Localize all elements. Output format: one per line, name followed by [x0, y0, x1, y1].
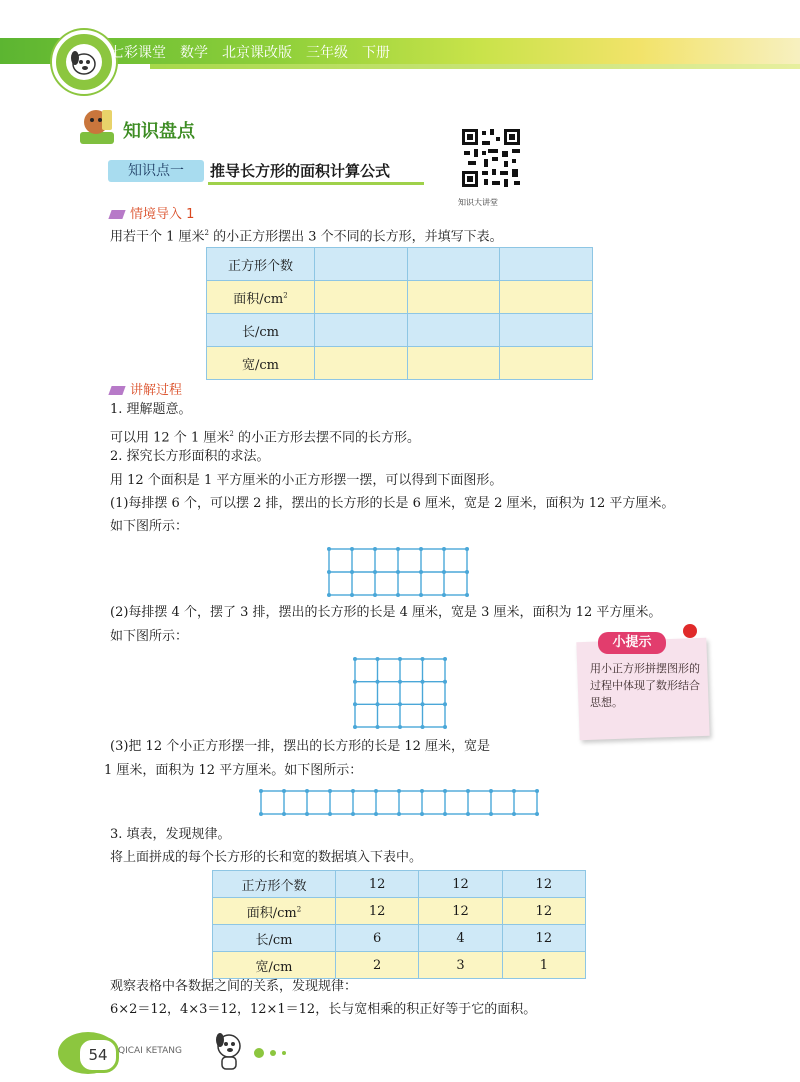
- explain-heading: [110, 379, 182, 398]
- cell-sup: 2: [283, 291, 288, 300]
- table-row: [207, 248, 593, 281]
- table-cell-blank[interactable]: [315, 314, 408, 347]
- explain-line: 6×2＝12，4×3＝12，12×1＝12，长与宽相乘的积正好等于它的面积。: [110, 1002, 537, 1017]
- table-cell-label: 长/cm: [213, 925, 336, 952]
- knowledge-point-label: 知识点一: [108, 160, 204, 182]
- footer-brand: QICAI KETANG: [118, 1046, 182, 1056]
- table-cell-blank[interactable]: [407, 314, 500, 347]
- l2-post: 的小正方形去摆不同的长方形。: [233, 430, 420, 446]
- footer-dot: [282, 1051, 286, 1055]
- book-tag-icon: [108, 210, 125, 219]
- table-cell-blank[interactable]: [500, 281, 593, 314]
- mascot-icon: [66, 44, 102, 80]
- table-cell-blank[interactable]: [315, 248, 408, 281]
- header-stripe: [150, 64, 800, 69]
- explain-heading-text: 讲解过程: [130, 383, 183, 398]
- table-cell: 2: [336, 952, 419, 979]
- explain-line: 3. 填表，发现规律。: [110, 827, 231, 842]
- explain-line: 2. 探究长方形面积的求法。: [110, 449, 270, 464]
- table-cell-blank[interactable]: [407, 281, 500, 314]
- grid-12x1: [258, 788, 540, 818]
- explain-line: 将上面拼成的每个长方形的长和宽的数据填入下表中。: [110, 850, 423, 865]
- footer-dot: [254, 1048, 264, 1058]
- explain-line: 用 12 个面积是 1 平方厘米的小正方形摆一摆，可以得到下面图形。: [110, 473, 503, 488]
- table-cell-label: 正方形个数: [213, 871, 336, 898]
- table-row: [213, 898, 586, 925]
- cell-text: 面积/cm: [246, 905, 297, 921]
- table-row: [213, 925, 586, 952]
- table-cell-blank[interactable]: [407, 248, 500, 281]
- explain-line: 1. 理解题意。: [110, 402, 192, 417]
- table-row: [207, 347, 593, 380]
- l2-pre: 可以用 12 个 1 厘米: [110, 430, 230, 446]
- explain-line: (3)把 12 个小正方形摆一排，摆出的长方形的长是 12 厘米，宽是: [110, 739, 491, 754]
- table-filled: [212, 870, 586, 979]
- table-cell: 6: [336, 925, 419, 952]
- table-cell-blank[interactable]: [500, 248, 593, 281]
- table-cell: 12: [336, 871, 419, 898]
- grid-4x3: [352, 656, 448, 730]
- table-cell-label: 长/cm: [207, 314, 315, 347]
- tip-text: 用小正方形拼摆图形的过程中体现了数形结合思想。: [590, 662, 700, 709]
- cell-sup: 2: [296, 905, 302, 914]
- table-cell-blank[interactable]: [315, 347, 408, 380]
- table-cell-blank[interactable]: [315, 281, 408, 314]
- explain-line: [110, 425, 420, 447]
- explain-line: 如下图所示：: [110, 629, 189, 644]
- table-row: [213, 952, 586, 979]
- page-number: 54: [77, 1037, 119, 1073]
- table-cell-blank[interactable]: [407, 347, 500, 380]
- scenario-prompt: [110, 224, 503, 246]
- scenario-heading: [110, 203, 194, 222]
- table-cell-label: 正方形个数: [207, 248, 315, 281]
- knowledge-point-title: 推导长方形的面积计算公式: [208, 160, 424, 185]
- explain-line: 观察表格中各数据之间的关系，发现规律：: [110, 979, 358, 994]
- table-row: [213, 871, 586, 898]
- explain-line: (1)每排摆 6 个，可以摆 2 排，摆出的长方形的长是 6 厘米，宽是 2 厘米，面积为 12 平方厘米。: [110, 496, 675, 511]
- table-cell-label: 宽/cm: [207, 347, 315, 380]
- table-cell-blank[interactable]: [500, 347, 593, 380]
- header-title: 七彩课堂 数学 北京课改版 三年级 下册: [110, 45, 390, 61]
- table-cell-label: [207, 281, 315, 314]
- tip-title: 小提示: [598, 632, 666, 654]
- pushpin-icon: [683, 624, 697, 638]
- scenario-heading-text: 情境导入 1: [130, 207, 195, 222]
- table-blank: [206, 247, 593, 380]
- cell-text: 面积/cm: [233, 291, 284, 307]
- explain-line: 1 厘米，面积为 12 平方厘米。如下图所示：: [104, 763, 363, 778]
- table-cell: 12: [502, 898, 585, 925]
- table-cell: 1: [502, 952, 585, 979]
- explain-line: 如下图所示：: [110, 519, 189, 534]
- table-cell: 12: [502, 871, 585, 898]
- l2-sup: 2: [229, 430, 234, 438]
- prompt-pre: 用若干个 1 厘米: [110, 229, 205, 245]
- table-cell: 12: [419, 871, 502, 898]
- table-cell: 3: [419, 952, 502, 979]
- footer-dot: [270, 1050, 276, 1056]
- table-row: [207, 281, 593, 314]
- table-cell: 12: [502, 925, 585, 952]
- table-cell: 4: [419, 925, 502, 952]
- table-cell-blank[interactable]: [500, 314, 593, 347]
- section-title: 知识盘点: [123, 121, 195, 142]
- table-cell-label: 宽/cm: [213, 952, 336, 979]
- table-row: [207, 314, 593, 347]
- dog-mascot-icon: [212, 1030, 246, 1072]
- table-cell: 12: [419, 898, 502, 925]
- grid-6x2: [326, 546, 472, 598]
- table-cell-label: [213, 898, 336, 925]
- prompt-sup: 2: [204, 229, 210, 237]
- prompt-post: 的小正方形摆出 3 个不同的长方形，并填写下表。: [209, 229, 503, 245]
- table-cell: 12: [336, 898, 419, 925]
- qr-code-icon[interactable]: [460, 127, 522, 189]
- qr-caption: 知识大讲堂: [458, 198, 498, 207]
- book-tag-icon: [108, 386, 125, 395]
- section-mascot-icon: [76, 106, 118, 146]
- explain-line: (2)每排摆 4 个，摆了 3 排，摆出的长方形的长是 4 厘米，宽是 3 厘米，面积为 12 平方厘米。: [110, 605, 662, 620]
